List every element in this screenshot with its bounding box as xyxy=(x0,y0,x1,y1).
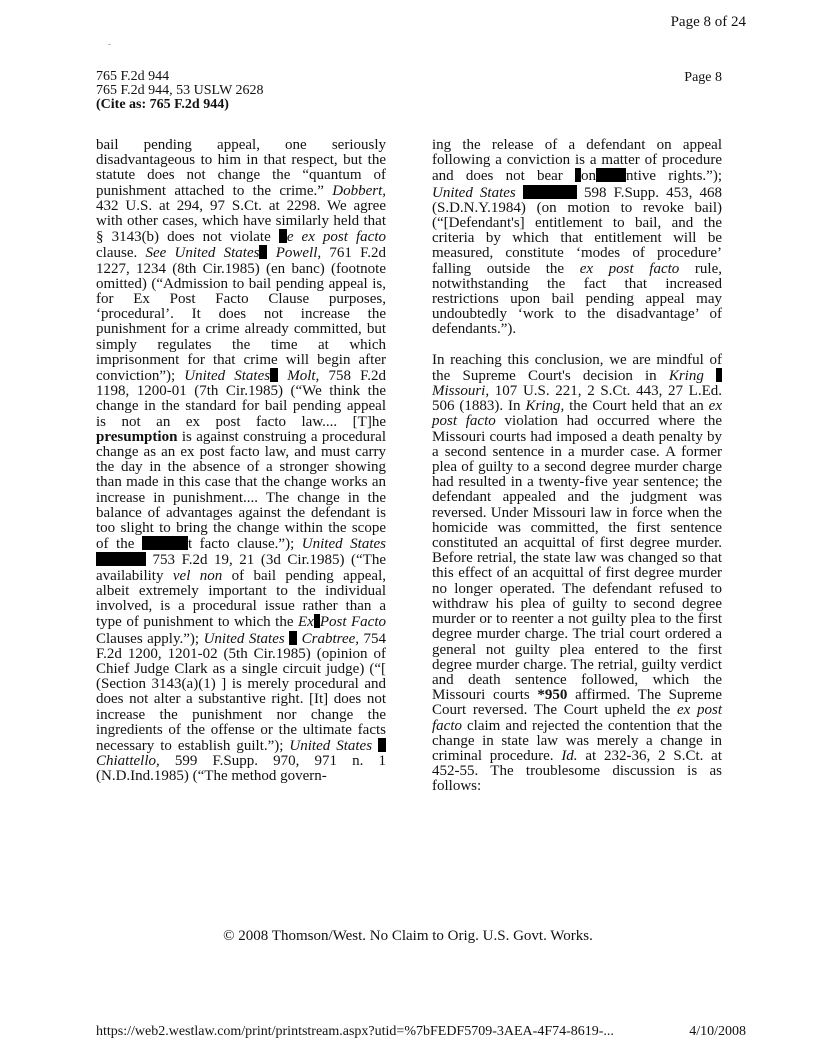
redaction xyxy=(596,168,626,182)
text-run: Clauses apply.”); xyxy=(96,630,204,647)
text-run: 753 F.2d 19, 21 (3d Cir.1985) (“The availability xyxy=(96,552,386,584)
case-name: United States xyxy=(184,368,271,385)
text-run: Crabtree, xyxy=(297,630,360,647)
left-column xyxy=(96,138,386,800)
citation-block xyxy=(96,70,264,112)
text-run: is against construing a procedural change as an ex post facto law, and must carry the day in the absence of a stronger showing than made in this case that the change works an increase in punishment.... The change in the balance of advantages against the defendant is too slight to bring the change within the scope of the xyxy=(96,428,386,553)
text-run: Kring, xyxy=(525,398,565,415)
text-run: bail pending appeal, one seriously disadvantageous to him in that respect, but the statute does not change the “quantum of punishment attached to the crime.” xyxy=(96,137,386,199)
text-run: violation had occurred where the Missouri courts had imposed a death penalty by a second sentence in a murder case. A former plea of guilty to a second degree murder charge had resulted in a twenty-five year sentence; the defendant appealed and the judgment was reversed. Under Missouri law in force when the homicide was committed, the first sentence constituted an acquittal of first degree murder. Before retrial, the state law was changed so that this effect of an acquittal of first degree murder no longer operated. The defendant refused to withdraw his plea of guilty to second degree murder or to reenter a not guilty plea to the first degree murder charge. The trial court ordered a general not guilty plea entered to the first degree murder charge. The retrial, guilty verdict and death sentence followed, which the Missouri courts xyxy=(432,413,722,704)
text-run: on xyxy=(581,168,597,185)
text-run: ex post facto xyxy=(432,702,722,734)
text-run: Id. xyxy=(561,747,578,764)
text-run: In reaching this conclusion, we are mindful of the Supreme Court's decision in xyxy=(432,351,722,384)
text-run: 107 U.S. 221, 2 S.Ct. 443, 27 L.Ed. 506 (1883). In xyxy=(432,383,722,415)
text-run: Ex xyxy=(298,614,314,631)
bold-term: presumption xyxy=(96,428,178,445)
copyright-notice: © 2008 Thomson/West. No Claim to Orig. U.S. Govt. Works. xyxy=(223,928,593,944)
source-url: https://web2.westlaw.com/print/printstream.aspx?utid=%7bFEDF5709-3AEA-4F74-8619-... xyxy=(96,1024,614,1039)
cite-line-1: 765 F.2d 944 xyxy=(96,69,170,84)
text-run: e ex post facto xyxy=(286,229,386,246)
text-run: 758 F.2d 1198, 1200-01 (7th Cir.1985) (“We think the change in the standard for bail pending appeal is not an ex post facto law.... [T]he xyxy=(96,368,386,430)
text-run: clause. xyxy=(96,245,146,262)
case-name: See United States xyxy=(145,245,260,262)
text-run: 599 F.Supp. 970, 971 n. 1 (N.D.Ind.1985) (“The method govern- xyxy=(96,753,386,785)
text-run: Missouri, xyxy=(432,383,490,400)
redaction xyxy=(378,738,386,752)
text-run: Chiattello, xyxy=(96,753,160,770)
text-run: the Court held that an xyxy=(564,398,709,415)
case-name: United States xyxy=(301,536,387,553)
cite-as: (Cite as: 765 F.2d 944) xyxy=(96,97,229,112)
redaction xyxy=(96,552,146,566)
text-run: ex post facto xyxy=(579,260,680,277)
text-run: Post Facto xyxy=(319,614,387,631)
text-run: at 232-36, 2 S.Ct. at 452-55. The troublesome discussion is as follows: xyxy=(432,747,722,795)
case-name: United States xyxy=(203,630,285,647)
redaction xyxy=(142,536,188,550)
right-paragraph-2 xyxy=(432,353,722,795)
cite-line-2: 765 F.2d 944, 53 USLW 2628 xyxy=(96,83,264,98)
text-run: claim and rejected the contention that the change in state law was merely a change in criminal procedure. xyxy=(432,717,722,764)
text-run: affirmed. The Supreme Court reversed. The Court upheld the xyxy=(432,687,722,719)
page-count: Page 8 of 24 xyxy=(670,14,746,30)
text-run: 761 F.2d 1227, 1234 (8th Cir.1985) (en banc) (footnote omitted) (“Admission to bail pending appeal is, for Ex Post Facto Clause purposes, ‘procedural’. It does not increase the punishment for a crime already committed, but simply regulates the time at which imprisonment for that crime will begin after conviction”); xyxy=(96,245,386,385)
redaction xyxy=(289,631,297,645)
text-run: of bail pending appeal, albeit extremely important to the individual involved, is a procedural issue rather than a type of punishment to which the xyxy=(96,567,386,631)
star-page: *950 xyxy=(537,687,568,704)
redaction xyxy=(716,368,722,382)
text-run: ing the release of a defendant on appeal following a conviction is a matter of procedure and does not bear xyxy=(432,137,722,185)
case-name: Kring xyxy=(668,367,704,384)
text-run: t facto clause.”); xyxy=(187,536,302,553)
redaction xyxy=(279,229,287,243)
scan-mark xyxy=(108,44,111,45)
text-run: 598 F.Supp. 453, 468 (S.D.N.Y.1984) (on motion to revoke bail) (“[Defendant's] entitlement to bail, and the criteria by which that entitlement will be measured, constitute ‘modes of procedure’ falling outside the xyxy=(432,184,723,277)
case-name: United States xyxy=(289,737,373,754)
text-run: rule, notwithstanding the fact that increased restrictions upon bail pending appeal may undoubtedly ‘work to the disadvantage’ of defendants.”). xyxy=(432,260,722,338)
text-run: ntive rights.”); xyxy=(626,168,722,185)
case-name: Dobbert, xyxy=(332,182,386,199)
text-run: vel non xyxy=(172,567,223,584)
page-label: Page 8 xyxy=(684,70,722,85)
text-run: Powell, xyxy=(267,245,322,262)
text-run: Molt, xyxy=(278,368,320,385)
text-run: 754 F.2d 1200, 1201-02 (5th Cir.1985) (opinion of Chief Judge Clark as a single circuit judge) (“[ (Section 3143(a)(1) ] is merely procedural and does not alter a substantive right. [It] does not increase the punishment nor change the ingredients of the offense or the ultimate facts necessary to establish guilt.”); xyxy=(96,630,387,754)
redaction xyxy=(270,368,278,382)
redaction xyxy=(523,185,577,199)
text-run: ex post facto xyxy=(432,398,722,430)
text-run: 432 U.S. at 294, 97 S.Ct. at 2298. We agree with other cases, which have similarly held that § 3143(b) does not violate xyxy=(96,197,386,246)
print-date: 4/10/2008 xyxy=(689,1024,746,1039)
left-paragraph xyxy=(96,138,386,785)
right-paragraph-1 xyxy=(432,138,722,338)
right-column xyxy=(432,138,722,810)
case-name: United States xyxy=(432,184,516,201)
